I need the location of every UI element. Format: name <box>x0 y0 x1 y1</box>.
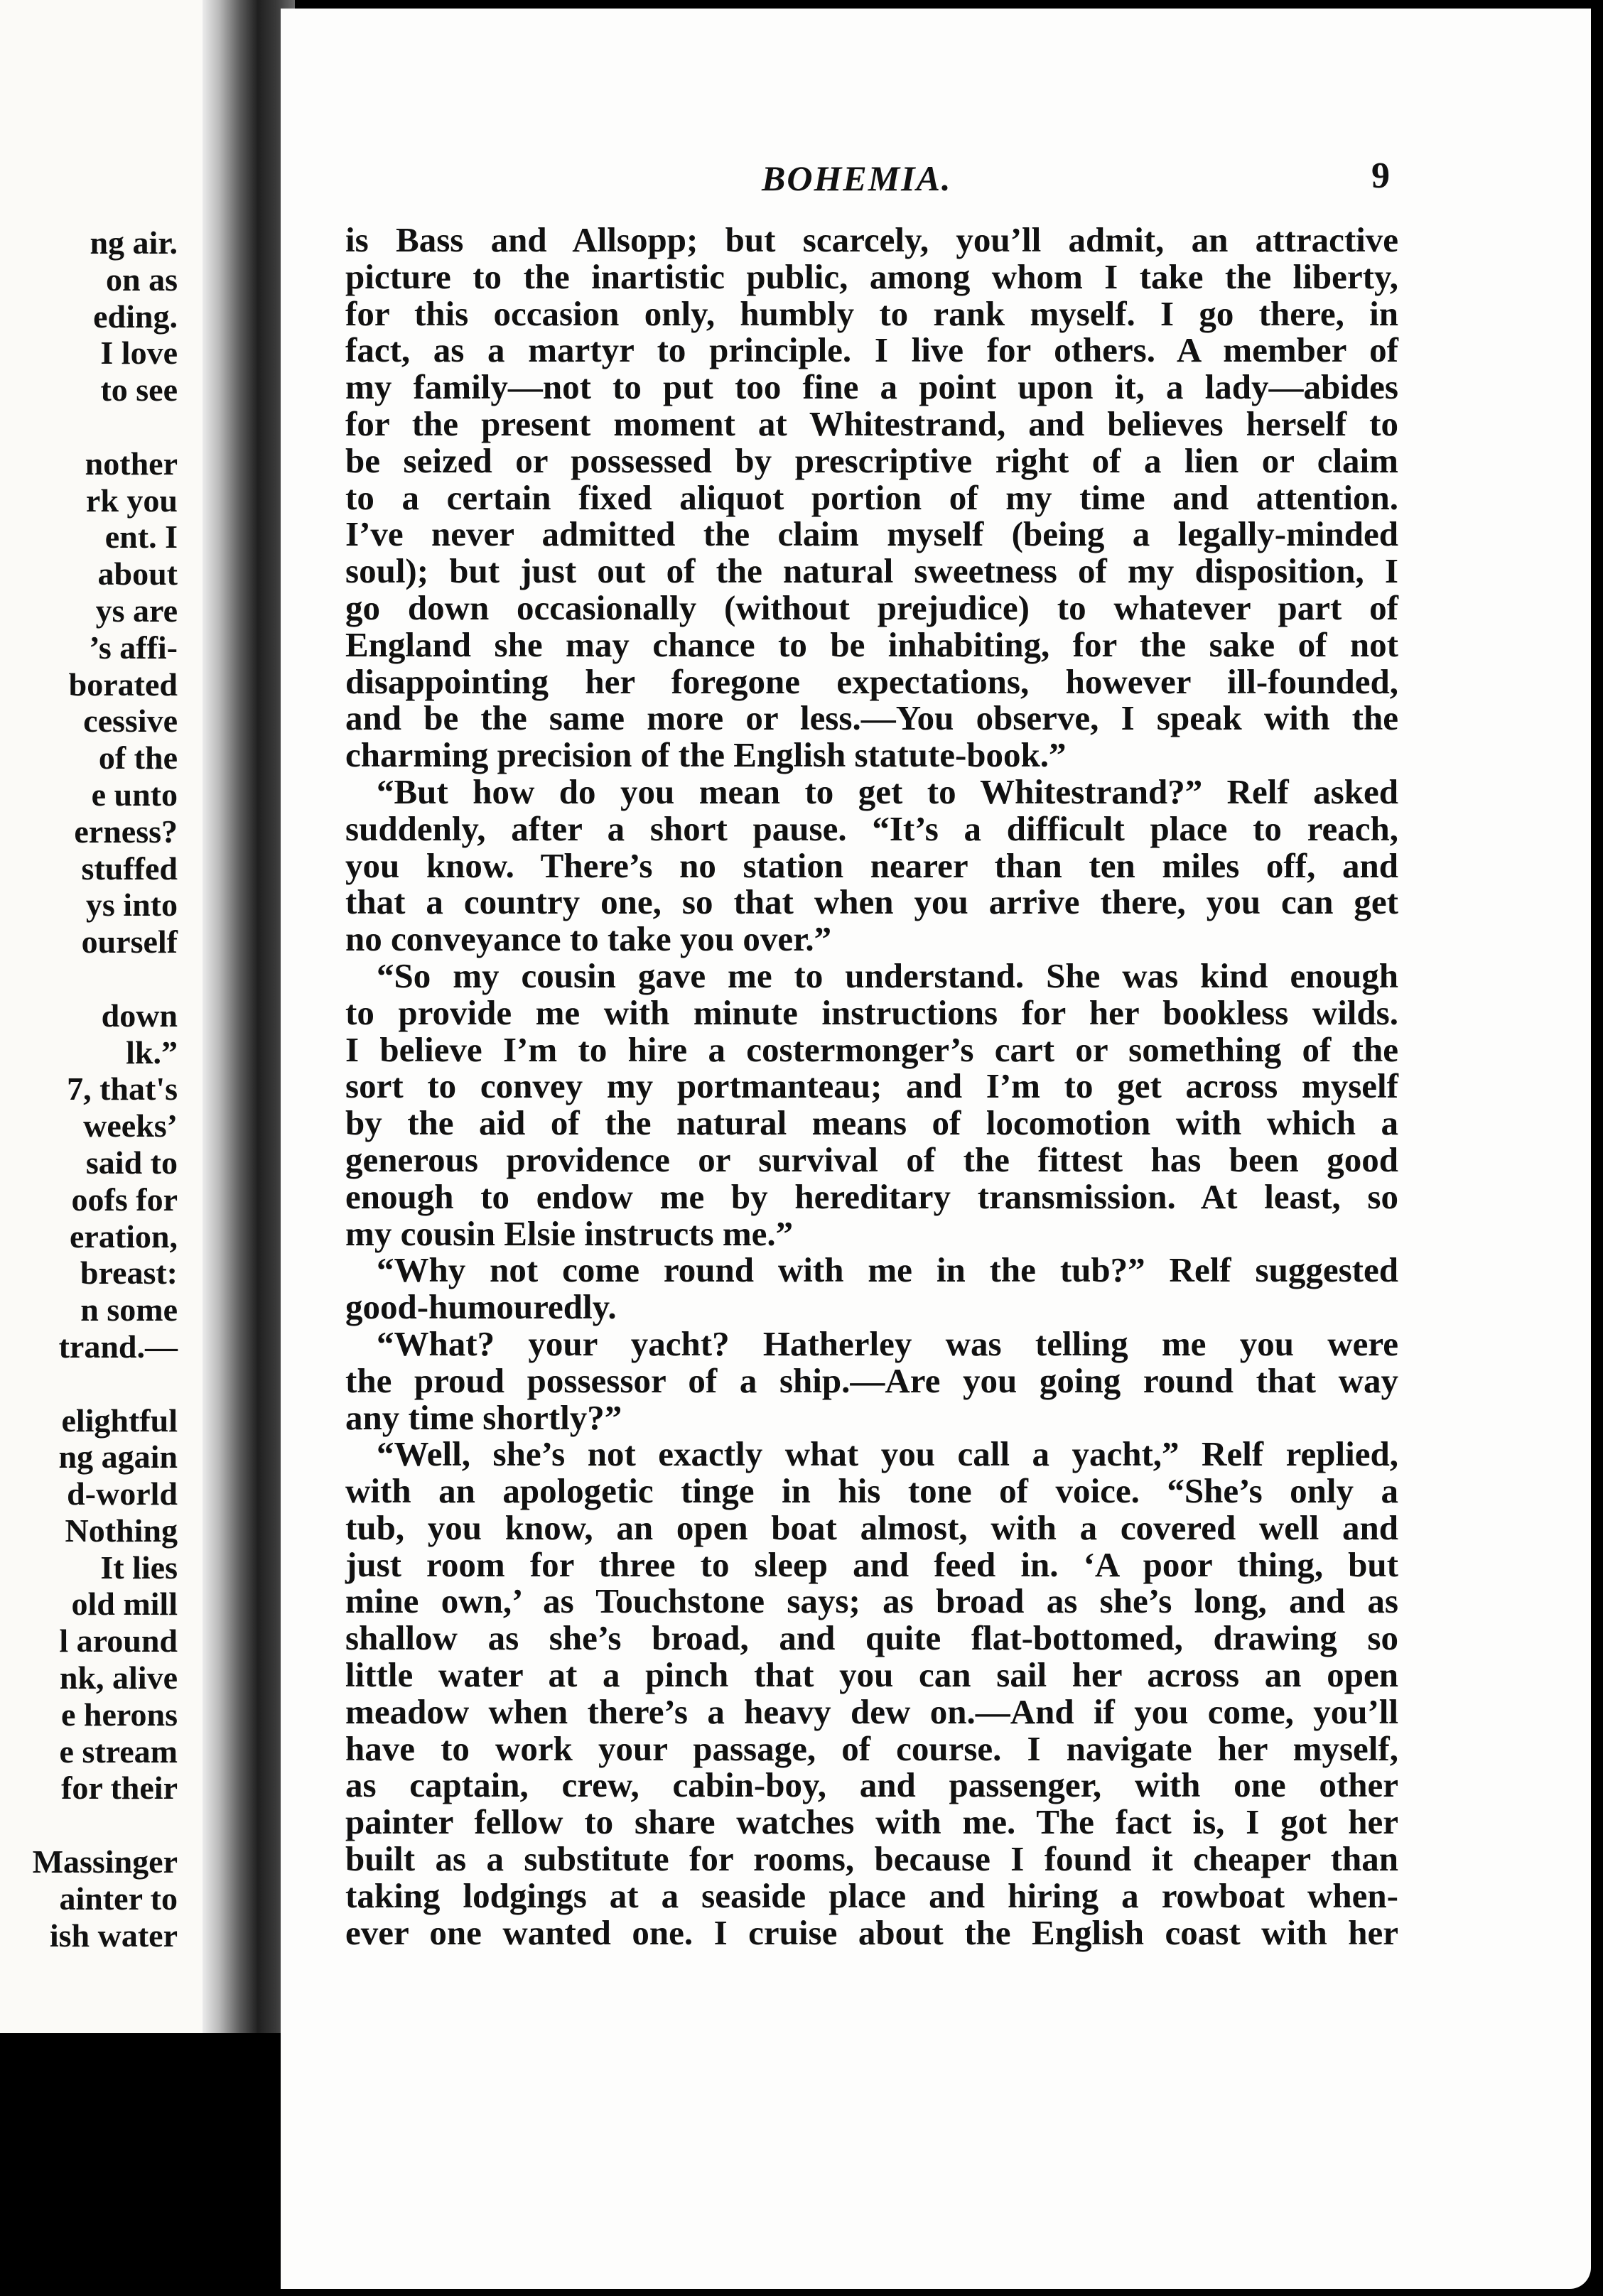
text-line: soul); but just out of the natural sweetness of my disposition, I <box>345 551 1398 591</box>
left-page-line: eding. <box>93 298 178 335</box>
left-page-line: down <box>101 997 178 1034</box>
left-page-line: elightful <box>61 1402 178 1439</box>
text-line: shallow as she’s broad, and quite flat-bottomed, drawing so <box>345 1618 1398 1658</box>
text-line: any time shortly?” <box>345 1397 622 1437</box>
left-page-line: ainter to <box>59 1880 178 1917</box>
left-page-fragments <box>33 224 178 1954</box>
left-page-line: Nothing <box>65 1512 178 1549</box>
left-page-line: ys into <box>85 887 178 924</box>
left-page-line: n some <box>80 1292 178 1328</box>
text-line: and be the same more or less.—You observe, I speak with the <box>345 698 1398 738</box>
text-line: “What? your yacht? Hatherley was telling me you were <box>377 1323 1398 1363</box>
text-line: built as a substitute for rooms, because I found it cheaper than <box>345 1839 1398 1879</box>
text-line: the proud possessor of a ship.—Are you going round that way <box>345 1360 1398 1400</box>
text-line: sort to convey my portmanteau; and I’m to get across myself <box>345 1066 1398 1106</box>
left-page-line <box>33 408 178 445</box>
text-line: I believe I’m to hire a costermonger’s cart or something of the <box>345 1029 1398 1069</box>
left-page-line: to see <box>100 372 178 408</box>
left-page-line: on as <box>106 261 178 298</box>
text-line: by the aid of the natural means of locomotion with which a <box>345 1103 1398 1143</box>
text-line: taking lodgings at a seaside place and hiring a rowboat when- <box>345 1875 1398 1915</box>
left-page-line: ish water <box>49 1917 178 1954</box>
left-page-line: 7, that's <box>67 1071 178 1108</box>
left-page-line: for their <box>61 1770 178 1807</box>
text-line: “Why not come round with me in the tub?” Relf suggested <box>377 1250 1398 1290</box>
left-page-line: ng again <box>58 1439 178 1475</box>
left-page-line: eration, <box>69 1218 178 1255</box>
text-line: to provide me with minute instructions for her bookless wilds. <box>345 992 1398 1032</box>
text-line: just room for three to sleep and feed in. ‘A poor thing, but <box>345 1544 1398 1584</box>
text-line: suddenly, after a short pause. “It’s a difficult place to reach, <box>345 808 1398 848</box>
text-line: meadow when there’s a heavy dew on.—And if you come, you’ll <box>345 1691 1398 1731</box>
text-line: to a certain fixed aliquot portion of my time and attention. <box>345 477 1398 517</box>
text-line: generous providence or survival of the fittest has been good <box>345 1139 1398 1179</box>
left-page-line: nk, alive <box>59 1659 178 1696</box>
left-page-line: cessive <box>83 703 178 740</box>
text-line: no conveyance to take you over.” <box>345 919 832 959</box>
left-page-line: breast: <box>80 1255 178 1292</box>
text-line: mine own,’ as Touchstone says; as broad as she’s long, and as <box>345 1581 1398 1621</box>
text-line: for this occasion only, humbly to rank myself. I go there, in <box>345 293 1398 333</box>
left-page-line: nother <box>85 445 178 482</box>
text-line: disappointing her foregone expectations, however ill-founded, <box>345 661 1398 701</box>
text-line: my cousin Elsie instructs me.” <box>345 1213 794 1253</box>
text-line: that a country one, so that when you arrive there, you can get <box>345 882 1398 922</box>
text-line: good-humouredly. <box>345 1287 617 1327</box>
text-line: is Bass and Allsopp; but scarcely, you’ll admit, an attractive <box>345 220 1398 259</box>
left-page-line: said to <box>85 1144 178 1181</box>
left-page-line <box>33 1365 178 1402</box>
page-body-text <box>345 222 1398 1951</box>
text-line: as captain, crew, cabin-boy, and passenger, with one other <box>345 1765 1398 1805</box>
text-line: picture to the inartistic public, among whom I take the liberty, <box>345 256 1398 296</box>
left-page-line: It lies <box>100 1549 178 1586</box>
left-page-line: stuffed <box>81 850 178 887</box>
text-line: “So my cousin gave me to understand. She was kind enough <box>377 955 1398 995</box>
left-page-line: ng air. <box>90 224 178 261</box>
text-line: be seized or possessed by prescriptive right of a lien or claim <box>345 440 1398 480</box>
text-line: painter fellow to share watches with me. The fact is, I got her <box>345 1802 1398 1842</box>
left-page-edge <box>0 0 206 2033</box>
left-page-line: e stream <box>59 1733 178 1770</box>
page-number: 9 <box>1371 156 1390 196</box>
left-page-line: ent. I <box>104 519 178 556</box>
text-line: for the present moment at Whitestrand, and believes herself to <box>345 404 1398 443</box>
left-page-line: l around <box>59 1623 178 1659</box>
left-page-line: e unto <box>91 776 178 813</box>
text-line: you know. There’s no station nearer than ten miles off, and <box>345 845 1398 885</box>
left-page-line: trand.— <box>58 1328 178 1365</box>
text-line: have to work your passage, of course. I navigate her myself, <box>345 1728 1398 1768</box>
left-page-line: lk.” <box>126 1034 178 1071</box>
text-line: “Well, she’s not exactly what you call a yacht,” Relf replied, <box>377 1434 1398 1474</box>
left-page-line: old mill <box>71 1586 178 1623</box>
left-page-line: about <box>97 556 178 592</box>
text-line: tub, you know, an open boat almost, with a covered well and <box>345 1507 1398 1547</box>
text-line: my family—not to put too fine a point upon it, a lady—abides <box>345 367 1398 407</box>
left-page-line <box>33 1807 178 1843</box>
text-line: England she may chance to be inhabiting, for the sake of not <box>345 624 1398 664</box>
left-page-line: ourself <box>81 924 178 960</box>
text-line: fact, as a martyr to principle. I live for others. A member of <box>345 330 1398 370</box>
left-page-line <box>33 960 178 997</box>
text-line: little water at a pinch that you can sail her across an open <box>345 1655 1398 1695</box>
text-line: enough to endow me by hereditary transmission. At least, so <box>345 1176 1398 1216</box>
text-line: “But how do you mean to get to Whitestrand?” Relf asked <box>377 771 1398 811</box>
left-page-line: ’s affi- <box>89 629 178 666</box>
left-page-line: d-world <box>67 1475 178 1512</box>
running-head: BOHEMIA. <box>762 158 952 198</box>
left-page-line: e herons <box>61 1696 178 1733</box>
left-page-line: rk you <box>85 482 178 519</box>
left-page-line: oofs for <box>71 1181 178 1218</box>
text-line: go down occasionally (without prejudice) to whatever part of <box>345 587 1398 627</box>
text-line: charming precision of the English statute-book.” <box>345 735 1067 775</box>
text-line: I’ve never admitted the claim myself (being a legally-minded <box>345 514 1398 554</box>
left-page-line: borated <box>68 666 178 703</box>
left-page-line: weeks’ <box>83 1108 178 1144</box>
left-page-line: of the <box>98 740 178 776</box>
left-page-line: Massinger <box>32 1843 178 1880</box>
left-page-line: I love <box>100 335 178 372</box>
text-line: ever one wanted one. I cruise about the English coast with her <box>345 1912 1398 1952</box>
left-page-line: erness? <box>74 813 178 850</box>
left-page-line: ys are <box>95 592 178 629</box>
text-line: with an apologetic tinge in his tone of voice. “She’s only a <box>345 1471 1398 1511</box>
